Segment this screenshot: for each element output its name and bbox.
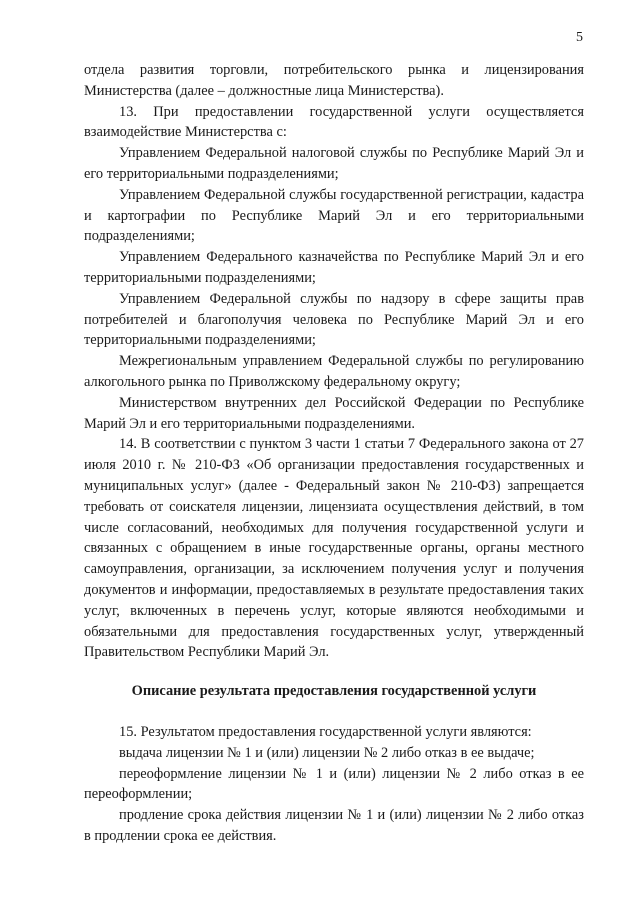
paragraph-item-14: 14. В соответствии с пунктом 3 части 1 статьи 7 Федерального закона от 27 июля 2010 г. № 210-ФЗ «Об организации предоставления государственных и муниципальных услуг» (далее - Федеральный закон № 210-ФЗ) запрещается требовать от соискателя лицензии, лицензиата осуществления действий, в том числе согласований, необходимых для получения государственной услуги и связанных с обращением в иные государственные органы, органы местного самоуправления, организации, за исключением получения услуг и получения документов и информации, предоставляемых в результате предоставления таких услуг, включенных в перечень услуг, которые являются необходимыми и обязательными для предоставления государственных услуг, утвержденный Правительством Республики Марий Эл. [84,436,584,661]
page-number: 5 [576,30,583,45]
paragraph: Управлением Федеральной службы государственной регистрации, кадастра и картографии по Республике Марий Эл и его территориальными подразделениями; [84,186,584,245]
paragraph: переоформление лицензии № 1 и (или) лицензии № 2 либо отказ в ее переоформлении; [84,765,584,803]
paragraph: Управлением Федеральной службы по надзору в сфере защиты прав потребителей и благополучия человека по Республике Марий Эл и его территориальными подразделениями; [84,290,584,349]
paragraph: Управлением Федеральной налоговой службы по Республике Марий Эл и его территориальными подразделениями; [84,145,584,182]
paragraph: Управлением Федерального казначейства по Республике Марий Эл и его территориальными подразделениями; [84,249,584,286]
paragraph: Межрегиональным управлением Федеральной службы по регулированию алкогольного рынка по Приволжскому федеральному округу; [84,353,584,390]
paragraph: отдела развития торговли, потребительского рынка и лицензирования Министерства (далее – должностные лица Министерства). [84,62,584,99]
paragraph: выдача лицензии № 1 и (или) лицензии № 2 либо отказ в ее выдаче; [119,744,535,761]
paragraph: продление срока действия лицензии № 1 и (или) лицензии № 2 либо отказ в продлении срока ее действия. [84,807,584,844]
paragraph-item-13: 13. При предоставлении государственной услуги осуществляется взаимодействие Министерства с: [84,103,584,141]
paragraph: Министерством внутренних дел Российской Федерации по Республике Марий Эл и его территориальными подразделениями. [84,394,584,432]
section-heading: Описание результата предоставления государственной услуги [131,683,537,700]
paragraph-item-15: 15. Результатом предоставления государственной услуги являются: [119,723,532,740]
document-body [84,60,584,847]
